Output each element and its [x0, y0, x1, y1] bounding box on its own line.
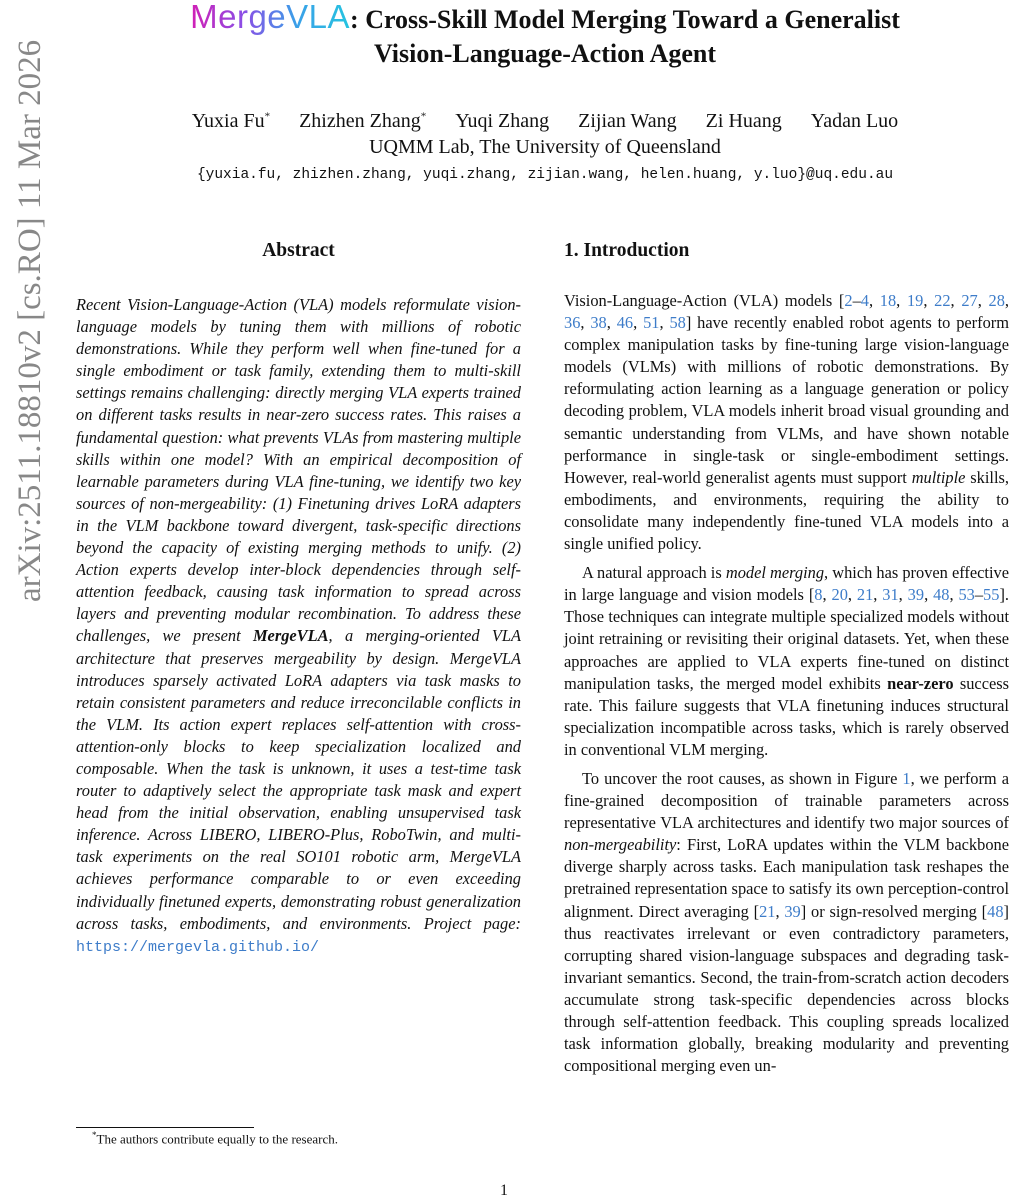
citation-link[interactable]: 4	[860, 291, 869, 310]
citation-link[interactable]: 27	[961, 291, 978, 310]
citation-link[interactable]: 21	[856, 585, 874, 605]
citation-link[interactable]: 28	[988, 291, 1005, 310]
citation-link[interactable]: 53	[958, 585, 975, 605]
author: Zhizhen Zhang*	[299, 110, 427, 132]
abstract-body: Recent Vision-Language-Action (VLA) models reformulate vision-language models by tuning them with millions of robotic demonstrations. While they perform well when fine-tuned for a single embodiment or task family, extending them to multi-skill settings remains challenging: directly merging VLA experts trained on different tasks results in near-zero success rates. This raises a fundamental question: what prevents VLAs from mastering multiple skills within one model? With an empirical decomposition of learnable parameters during VLA fine-tuning, we identify two key sources of non-mergeability: (1) Finetuning drives LoRA adapters in the VLM backbone toward divergent, task-specific directions beyond the capacity of existing merging methods to unify. (2) Action experts develop inter-block dependencies through self-attention feedback, causing task information to spread across layers and preventing modular recombination. To address these challenges, we present MergeVLA, a merging-oriented VLA architecture that preserves mergeability by design. MergeVLA introduces sparsely activated LoRA adapters via task masks to retain consistent parameters and reduce irreconcilable conflicts in the VLM. Its action expert replaces self-attention with cross-attention-only blocks to keep specialization localized and composable. When the task is unknown, it uses a test-time task router to adaptively select the appropriate task mask and expert head from the initial observation, enabling unsupervised task inference. Across LIBERO, LIBERO-Plus, RoboTwin, and multi-task experiments on the real SO101 robotic arm, MergeVLA achieves performance comparable to or even exceeding individually finetuned experts, demonstrating robust generalization across tasks, embodiments, and environments. Project page: https://mergevla.github.io/	[76, 295, 521, 956]
citation-link[interactable]: 31	[882, 585, 899, 605]
italic-text: multiple	[911, 467, 966, 487]
citation-link[interactable]: 38	[590, 313, 607, 333]
abstract-heading: Abstract	[262, 240, 335, 261]
intro-paragraph: A natural approach is model merging, which has proven effective in large language and vision models [8, 20, 21, 31, 39, 48, 53–55]. Those techniques can integrate multiple specialized models without joint retraining or revisiting their original datasets. Yet, when these approaches are applied to VLA experts fine-tuned on distinct manipulation tasks, the merged model exhibits near-zero success rate. This failure suggests that VLA finetuning induces structural specialization incompatible across tasks, which is rarely observed in conventional VLM merging.	[564, 563, 1009, 759]
citation-link[interactable]: 18	[879, 291, 897, 310]
left-column	[76, 236, 521, 966]
author: Zi Huang	[705, 110, 782, 132]
author: Yuxia Fu*	[191, 110, 271, 132]
paper-title	[100, 0, 990, 71]
page-number: 1	[500, 1182, 508, 1199]
introduction-heading: 1. Introduction	[564, 240, 690, 261]
citation-link[interactable]: 55	[983, 585, 1000, 605]
citation-link[interactable]: 58	[669, 313, 686, 333]
author-emails: {yuxia.fu, zhizhen.zhang, yuqi.zhang, zijian.wang, helen.huang, y.luo}@uq.edu.au	[196, 167, 894, 183]
author-list	[100, 110, 990, 133]
author: Yadan Luo	[810, 110, 899, 132]
affiliation: UQMM Lab, The University of Queensland	[369, 136, 721, 158]
citation-link[interactable]: 21	[759, 901, 776, 921]
citation-link[interactable]: 51	[643, 313, 660, 333]
citation-link[interactable]: 8	[814, 585, 823, 605]
bold-text: near-zero	[887, 673, 954, 693]
citation-link[interactable]: 2	[844, 291, 853, 310]
citation-link[interactable]: 39	[907, 585, 925, 605]
right-column	[564, 236, 1009, 1084]
introduction-body	[564, 290, 1009, 1077]
italic-text: non-mergeability	[564, 835, 677, 855]
mergevla-logo: MergeVLA	[190, 0, 351, 35]
bold-text: MergeVLA	[252, 626, 329, 646]
citation-link[interactable]: 20	[831, 585, 848, 605]
intro-paragraph: To uncover the root causes, as shown in Figure 1, we perform a fine-grained decomposition of trainable parameters across representative VLA architectures and identify two major sources of non-mergeability: First, LoRA updates within the VLM backbone diverge sharply across tasks. Each manipulation task reshapes the pretrained representation space to satisfy its own perception-control alignment. Direct averaging [21, 39] or sign-resolved merging [48] thus reactivates irrelevant or even contradictory parameters, corrupting shared vision-language subspaces and degrading task-invariant semantics. Second, the train-from-scratch action decoders accumulate strong task-specific dependencies across blocks through self-attention feedback. This coupling spreads localized task information globally, breaking modularity and preventing compositional merging even un-	[564, 768, 1009, 1076]
citation-link[interactable]: 46	[616, 313, 634, 333]
author: Zijian Wang	[578, 110, 677, 132]
italic-text: model merging	[725, 563, 825, 583]
footnote-rule	[76, 1127, 254, 1128]
title-line-2: Vision-Language-Action Agent	[373, 39, 717, 68]
citation-link[interactable]: 48	[987, 901, 1004, 921]
citation-link[interactable]: 48	[933, 585, 950, 605]
citation-link[interactable]: 22	[934, 291, 951, 310]
title-line-1: : Cross-Skill Model Merging Toward a Generalist	[350, 5, 900, 34]
footnote: *The authors contribute equally to the research.	[92, 1130, 338, 1147]
project-page-link[interactable]: https://mergevla.github.io/	[76, 938, 320, 956]
author: Yuqi Zhang	[455, 110, 550, 132]
citation-link[interactable]: 39	[784, 901, 801, 921]
citation-link[interactable]: 1	[902, 768, 911, 788]
citation-link[interactable]: 19	[906, 291, 924, 310]
intro-paragraph: Vision-Language-Action (VLA) models [2–4, 18, 19, 22, 27, 28, 36, 38, 46, 51, 58] have recently enabled robot agents to perform complex manipulation tasks by fine-tuning large vision-language models (VLMs) with millions of robotic demonstrations. By reformulating action learning as a language generation or policy decoding problem, VLA models inherit broad visual grounding and semantic understanding from VLMs, and have shown notable performance in single-task or single-embodiment settings. However, real-world generalist agents must support multiple skills, embodiments, and environments, requiring the ability to consolidate many independently fine-tuned VLA models into a single unified policy.	[564, 291, 1009, 554]
arxiv-stamp: arXiv:2511.18810v2 [cs.RO] 11 Mar 2026	[12, 39, 48, 602]
citation-link[interactable]: 36	[564, 313, 581, 333]
